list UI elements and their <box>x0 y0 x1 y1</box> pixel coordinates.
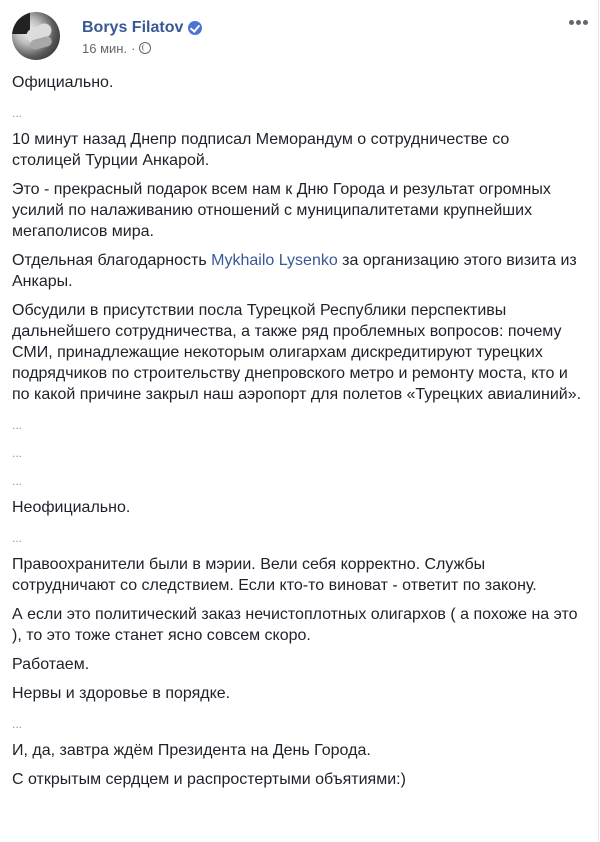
post-paragraph: Обсудили в присутствии посла Турецкой Республики перспективы дальнейшего сотрудничества, а также ряд проблемных вопросов: почему СМИ, принадлежащие некоторым олигархам дискредитируют турецких подрядчиков по строительству днепровского метро и ремонту моста, кто и по какой причине закрыл наш аэропорт для полетов «Турецких авиалиний». <box>12 302 582 403</box>
ellipsis: ... <box>12 531 23 545</box>
author-row <box>82 17 202 39</box>
timestamp-row <box>82 41 202 56</box>
text: Отдельная благодарность <box>12 252 212 269</box>
right-border <box>598 0 599 842</box>
post-body <box>12 72 582 798</box>
more-options-icon <box>583 20 588 25</box>
post-paragraph: Правоохранители были в мэрии. Вели себя корректно. Службы сотрудничают со следствием. Если кто-то виноват - ответит по закону. <box>12 556 537 594</box>
author-name[interactable]: Borys Filatov <box>82 18 184 36</box>
globe-icon[interactable] <box>139 42 151 54</box>
post-paragraph: И, да, завтра ждём Президента на День Города. <box>12 742 371 759</box>
post-paragraph: Нервы и здоровье в порядке. <box>12 685 231 702</box>
more-options-button[interactable] <box>569 20 588 25</box>
text: за организацию этого визита из Анкары. <box>12 252 577 290</box>
post-header <box>12 12 202 60</box>
post-timestamp[interactable]: 16 мин. <box>82 40 128 56</box>
verified-badge-icon <box>188 21 202 35</box>
post-paragraph: С открытым сердцем и распростертыми объятиями:) <box>12 771 406 788</box>
post-paragraph: 10 минут назад Днепр подписал Меморандум о сотрудничестве со столицей Турции Анкарой. <box>12 131 510 169</box>
avatar[interactable] <box>12 12 60 60</box>
more-options-icon <box>569 20 574 25</box>
post-paragraph: А если это политический заказ нечистоплотных олигархов ( а похоже на это ), то это тоже станет ясно совсем скоро. <box>12 606 578 644</box>
mention-link[interactable]: Mykhailo Lysenko <box>211 252 338 269</box>
ellipsis: ... <box>12 474 23 488</box>
ellipsis: ... <box>12 106 23 120</box>
post-paragraph <box>12 250 582 292</box>
separator: · <box>131 40 136 56</box>
ellipsis: ... <box>12 446 23 460</box>
post-paragraph: Это - прекрасный подарок всем нам к Дню Города и результат огромных усилий по налаживанию отношений с муниципалитетами крупнейших мегаполисов мира. <box>12 181 551 240</box>
post-meta <box>82 17 202 56</box>
ellipsis: ... <box>12 418 23 432</box>
post-paragraph: Работаем. <box>12 656 90 673</box>
post-paragraph: Официально. <box>12 74 114 91</box>
more-options-icon <box>576 20 581 25</box>
ellipsis: ... <box>12 717 23 731</box>
post-paragraph: Неофициально. <box>12 499 131 516</box>
